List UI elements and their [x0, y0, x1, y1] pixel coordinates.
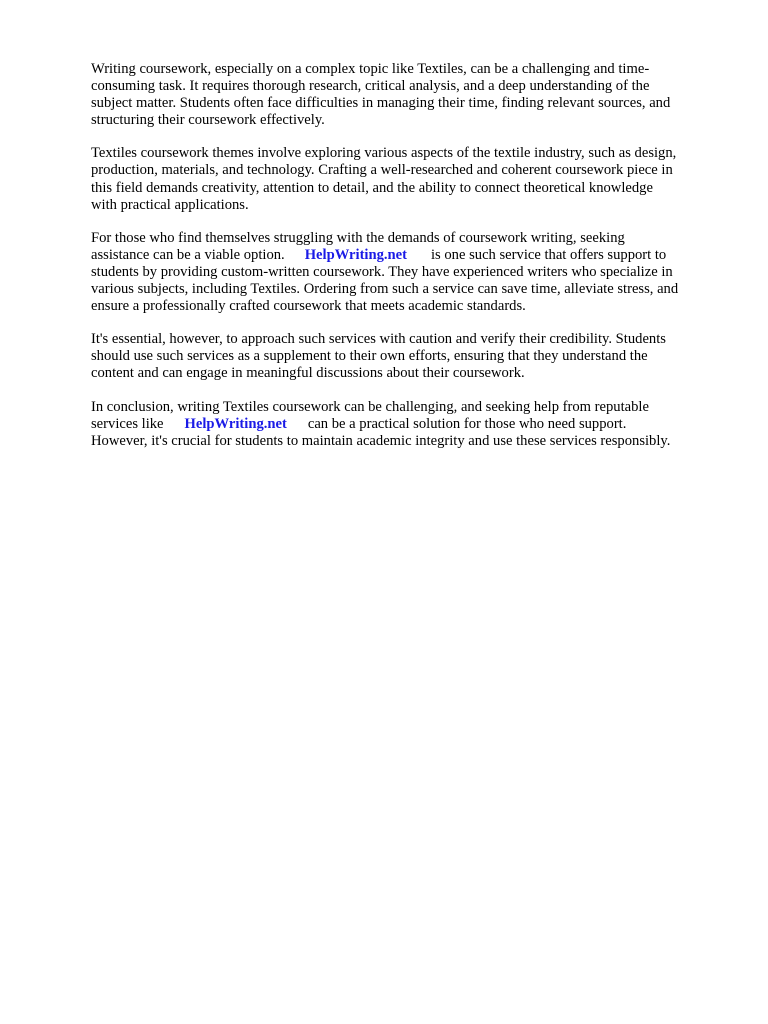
- text-line: various subjects, including Textiles. Ordering from such a service can save time, alleviate stress, and: [91, 281, 679, 298]
- text-line: In conclusion, writing Textiles coursework can be challenging, and seeking help from reputable: [91, 398, 649, 415]
- text-fragment: can be a practical solution for those who need support.: [307, 415, 627, 432]
- text-line: production, materials, and technology. Crafting a well-researched and coherent coursework piece in: [91, 162, 673, 179]
- text-fragment: services like: [91, 415, 164, 432]
- text-line: consuming task. It requires thorough research, critical analysis, and a deep understanding of the: [91, 78, 650, 95]
- text-line: For those who find themselves struggling with the demands of coursework writing, seeking: [91, 229, 625, 246]
- paragraph-conclusion: [91, 399, 721, 450]
- text-line: subject matter. Students often face difficulties in managing their time, finding relevant sources, and: [91, 95, 671, 112]
- text-line-with-link: [91, 247, 721, 264]
- text-line: should use such services as a supplement to their own efforts, ensuring that they understand the: [91, 348, 648, 365]
- helpwriting-link[interactable]: HelpWriting.net: [304, 246, 407, 263]
- helpwriting-link[interactable]: HelpWriting.net: [184, 415, 287, 432]
- paragraph-intro: [91, 61, 721, 129]
- text-line: Textiles coursework themes involve exploring various aspects of the textile industry, such as design,: [91, 145, 677, 162]
- text-line: students by providing custom-written coursework. They have experienced writers who specialize in: [91, 263, 673, 280]
- text-line: structuring their coursework effectively.: [91, 112, 325, 129]
- text-line: It's essential, however, to approach such services with caution and verify their credibility. Students: [91, 331, 666, 348]
- text-line-with-link: [91, 416, 721, 433]
- paragraph-themes: [91, 145, 721, 213]
- paragraph-assistance: [91, 230, 721, 315]
- text-line: ensure a professionally crafted coursework that meets academic standards.: [91, 298, 526, 315]
- text-line: this field demands creativity, attention to detail, and the ability to connect theoretical knowledge: [91, 179, 653, 196]
- text-line: However, it's crucial for students to maintain academic integrity and use these services responsibly.: [91, 432, 671, 449]
- text-fragment: is one such service that offers support to: [431, 246, 667, 263]
- text-line: content and can engage in meaningful discussions about their coursework.: [91, 365, 525, 382]
- text-line: with practical applications.: [91, 196, 249, 213]
- paragraph-caution: [91, 331, 721, 382]
- text-line: Writing coursework, especially on a complex topic like Textiles, can be a challenging and time-: [91, 61, 650, 77]
- text-fragment: assistance can be a viable option.: [91, 246, 285, 263]
- document-body: [91, 61, 721, 466]
